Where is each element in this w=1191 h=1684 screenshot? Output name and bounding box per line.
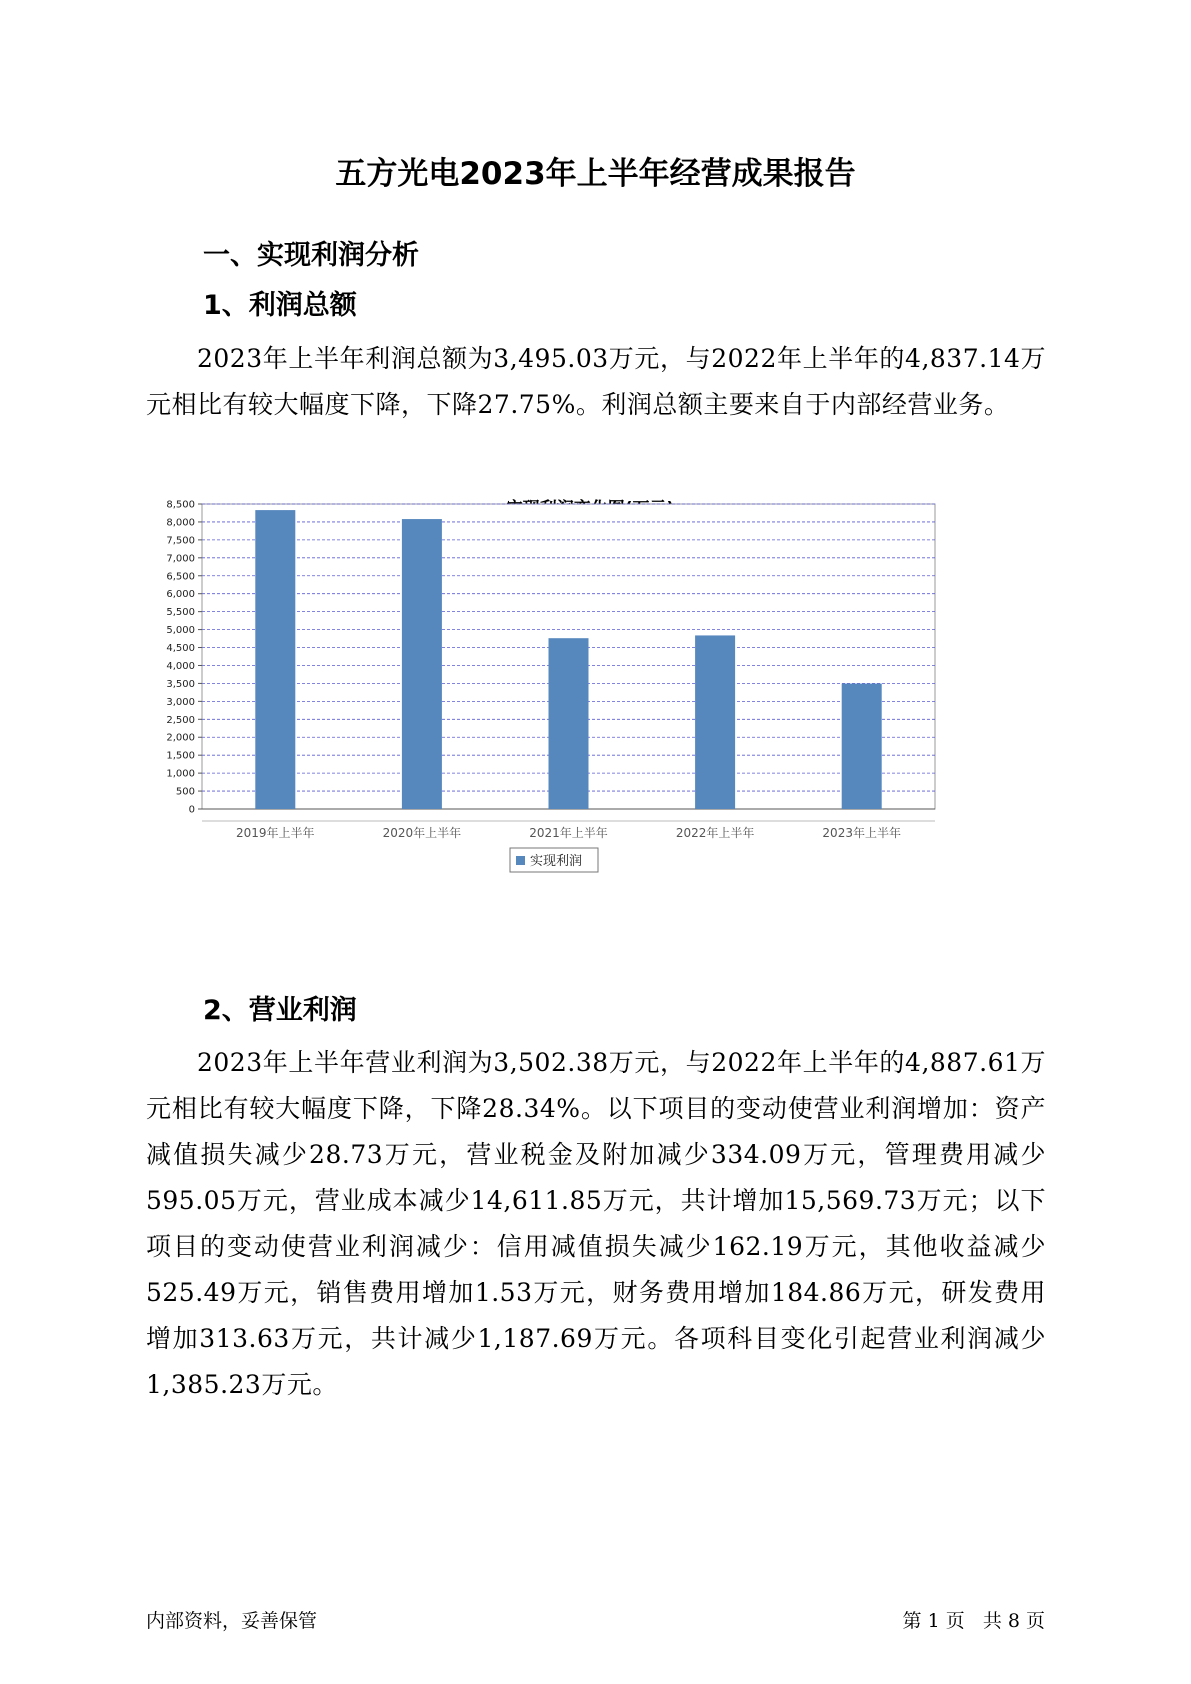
y-tick-label: 6,000: [166, 589, 195, 601]
section-heading-profit-analysis: 一、实现利润分析: [203, 240, 419, 271]
document-title: 五方光电2023年上半年经营成果报告: [335, 156, 856, 192]
y-tick-label: 3,000: [166, 696, 195, 708]
y-tick-label: 2,000: [166, 732, 195, 744]
y-tick-label: 3,500: [166, 678, 195, 690]
subsection-heading-total-profit: 1、利润总额: [203, 290, 357, 321]
footer-page-number: 第 1 页 共 8 页: [902, 1610, 1045, 1632]
bar: [695, 635, 735, 809]
x-tick-label: 2019年上半年: [236, 826, 315, 840]
y-tick-label: 500: [175, 786, 195, 798]
y-tick-label: 7,500: [166, 535, 195, 547]
legend-swatch: [516, 856, 525, 865]
y-tick-label: 0: [188, 804, 195, 816]
bar: [549, 638, 589, 809]
x-tick-label: 2020年上半年: [382, 826, 462, 840]
y-tick-label: 4,000: [166, 660, 195, 672]
y-tick-label: 8,500: [166, 499, 195, 511]
footer-confidential-note: 内部资料，妥善保管: [146, 1610, 318, 1632]
x-tick-label: 2021年上半年: [529, 826, 608, 840]
profit-chart: [160, 494, 1020, 954]
chart-svg: [160, 494, 1020, 894]
y-tick-label: 4,500: [166, 643, 195, 655]
y-tick-label: 2,500: [166, 714, 195, 726]
total-profit-paragraph: 2023年上半年利润总额为3,495.03万元，与2022年上半年的4,837.14万元相比有较大幅度下降，下降27.75%。利润总额主要来自于内部经营业务。: [146, 344, 1046, 419]
y-tick-label: 5,000: [166, 625, 195, 637]
operating-profit-paragraph: 2023年上半年营业利润为3,502.38万元，与2022年上半年的4,887.61万元相比有较大幅度下降，下降28.34%。以下项目的变动使营业利润增加：资产减值损失减少28.73万元，营业税金及附加减少334.09万元，管理费用减少595.05万元，营业成本减少14,611.85万元，共计增加15,569.73万元；以下项目的变动使营业利润减少：信用减值损失减少162.19万元，其他收益减少525.49万元，销售费用增加1.53万元，财务费用增加184.86万元，研发费用增加313.63万元，共计减少1,187.69万元。各项科目变化引起营业利润减少1,385.23万元。: [146, 1048, 1046, 1399]
y-tick-label: 7,000: [166, 553, 195, 565]
legend-label: 实现利润: [530, 854, 583, 869]
bar: [255, 510, 295, 809]
x-tick-label: 2023年上半年: [822, 826, 901, 840]
bar: [402, 519, 442, 809]
y-tick-label: 1,000: [166, 768, 195, 780]
y-tick-label: 8,000: [166, 517, 195, 529]
y-tick-label: 5,500: [166, 607, 195, 619]
subsection-heading-operating-profit: 2、营业利润: [203, 995, 357, 1026]
x-tick-label: 2022年上半年: [675, 826, 755, 840]
y-tick-label: 1,500: [166, 750, 195, 762]
bar: [842, 684, 882, 809]
y-tick-label: 6,500: [166, 571, 195, 583]
